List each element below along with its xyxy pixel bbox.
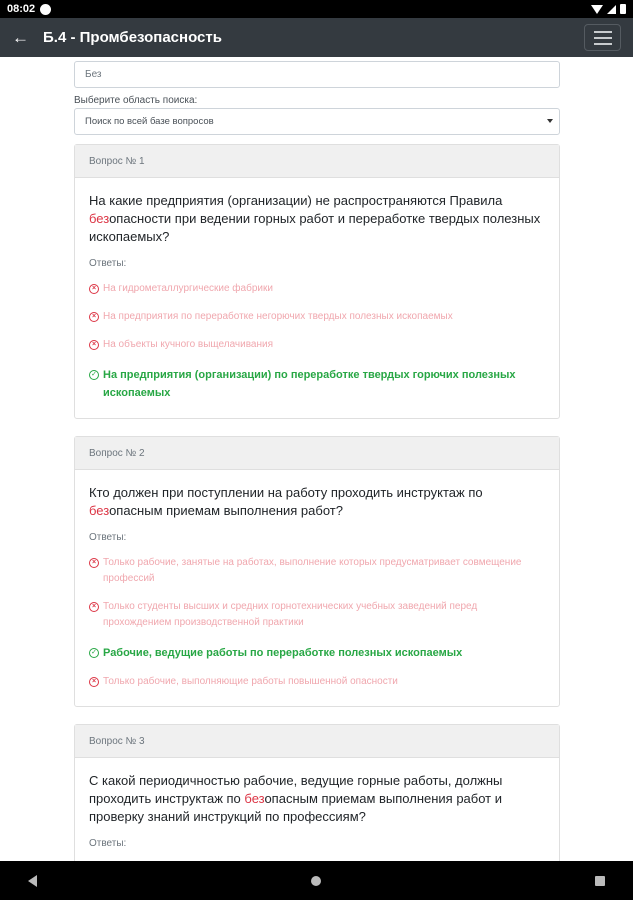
answer-text: Рабочие, ведущие работы по переработке полезных ископаемых [103, 647, 463, 659]
question-text-part: Кто должен при поступлении на работу проходить инструктаж по [89, 485, 483, 500]
answer-wrong [89, 337, 545, 353]
signal-icon [607, 5, 616, 14]
answers-label: Ответы: [89, 258, 127, 269]
x-circle-icon: × [89, 340, 99, 350]
question-text-part: опасности при ведении горных работ и переработке твердых полезных ископаемых? [89, 211, 541, 244]
check-circle-icon: ✓ [89, 648, 99, 658]
search-highlight: без [244, 791, 265, 806]
answer-wrong [89, 674, 545, 690]
hamburger-line-icon [594, 37, 612, 39]
search-input[interactable]: Без [74, 61, 560, 88]
answer-text: Только рабочие, занятые на работах, выполнение которых предусматривает совмещение профессий [103, 557, 522, 584]
nav-home-icon[interactable] [311, 876, 321, 886]
answer-text: На предприятия (организации) по переработке твердых горючих полезных ископаемых [103, 369, 516, 399]
app-bar [0, 18, 633, 57]
status-bar [0, 0, 633, 18]
answer-text: На предприятия по переработке негорючих твердых полезных ископаемых [103, 311, 453, 322]
answer-correct [89, 366, 545, 402]
answer-wrong [89, 281, 545, 297]
x-circle-icon: × [89, 312, 99, 322]
hamburger-line-icon [594, 43, 612, 45]
app-notification-icon [40, 4, 51, 15]
x-circle-icon: × [89, 558, 99, 568]
status-time: 08:02 [7, 3, 36, 15]
answer-text: Только студенты высших и средних горнотехнических учебных заведений перед прохождением производственной практики [103, 601, 478, 628]
question-header: Вопрос № 3 [75, 725, 559, 758]
answer-text: Только рабочие, выполняющие работы повышенной опасности [103, 676, 398, 687]
page-title: Б.4 - Промбезопасность [43, 29, 222, 46]
question-text [89, 484, 545, 520]
search-area-selected: Поиск по всей базе вопросов [85, 116, 214, 127]
question-card [74, 724, 560, 861]
search-highlight: без [89, 211, 110, 226]
question-text-part: опасным приемам выполнения работ и проверку знаний инструкций по профессиям? [89, 791, 503, 824]
menu-button[interactable] [584, 24, 621, 51]
caret-down-icon [547, 119, 553, 123]
answer-wrong [89, 309, 545, 325]
battery-icon [620, 4, 626, 14]
questions-list [74, 144, 560, 861]
search-area-label: Выберите область поиска: [74, 95, 198, 106]
wifi-icon [591, 5, 603, 14]
answer-text: На объекты кучного выщелачивания [103, 339, 274, 350]
search-highlight: без [89, 503, 110, 518]
nav-back-icon[interactable] [28, 875, 37, 887]
search-area-select[interactable] [74, 108, 560, 135]
answers-label: Ответы: [89, 838, 127, 849]
question-card [74, 436, 560, 707]
hamburger-line-icon [594, 31, 612, 33]
question-body [75, 470, 559, 706]
question-text [89, 772, 545, 826]
check-circle-icon: ✓ [89, 370, 99, 380]
main-content [74, 57, 560, 861]
answer-wrong [89, 555, 545, 587]
system-nav-bar [0, 861, 633, 900]
x-circle-icon: × [89, 677, 99, 687]
question-body [75, 178, 559, 418]
question-text-part: На какие предприятия (организации) не распространяются Правила [89, 193, 503, 208]
answer-text: На гидрометаллургические фабрики [103, 283, 273, 294]
back-arrow-icon[interactable]: ← [12, 28, 29, 47]
question-text-part: С какой периодичностью рабочие, ведущие горные работы, должны проходить инструктаж по [89, 773, 503, 806]
question-text-part: опасным приемам выполнения работ? [109, 503, 343, 518]
x-circle-icon: × [89, 602, 99, 612]
question-card [74, 144, 560, 419]
question-body [75, 758, 559, 861]
answers-label: Ответы: [89, 532, 127, 543]
x-circle-icon: × [89, 284, 99, 294]
answer-correct [89, 644, 545, 662]
status-icons [591, 4, 626, 14]
nav-recent-apps-icon[interactable] [595, 876, 605, 886]
question-header: Вопрос № 2 [75, 437, 559, 470]
question-header: Вопрос № 1 [75, 145, 559, 178]
answer-wrong [89, 599, 545, 631]
question-text [89, 192, 545, 246]
